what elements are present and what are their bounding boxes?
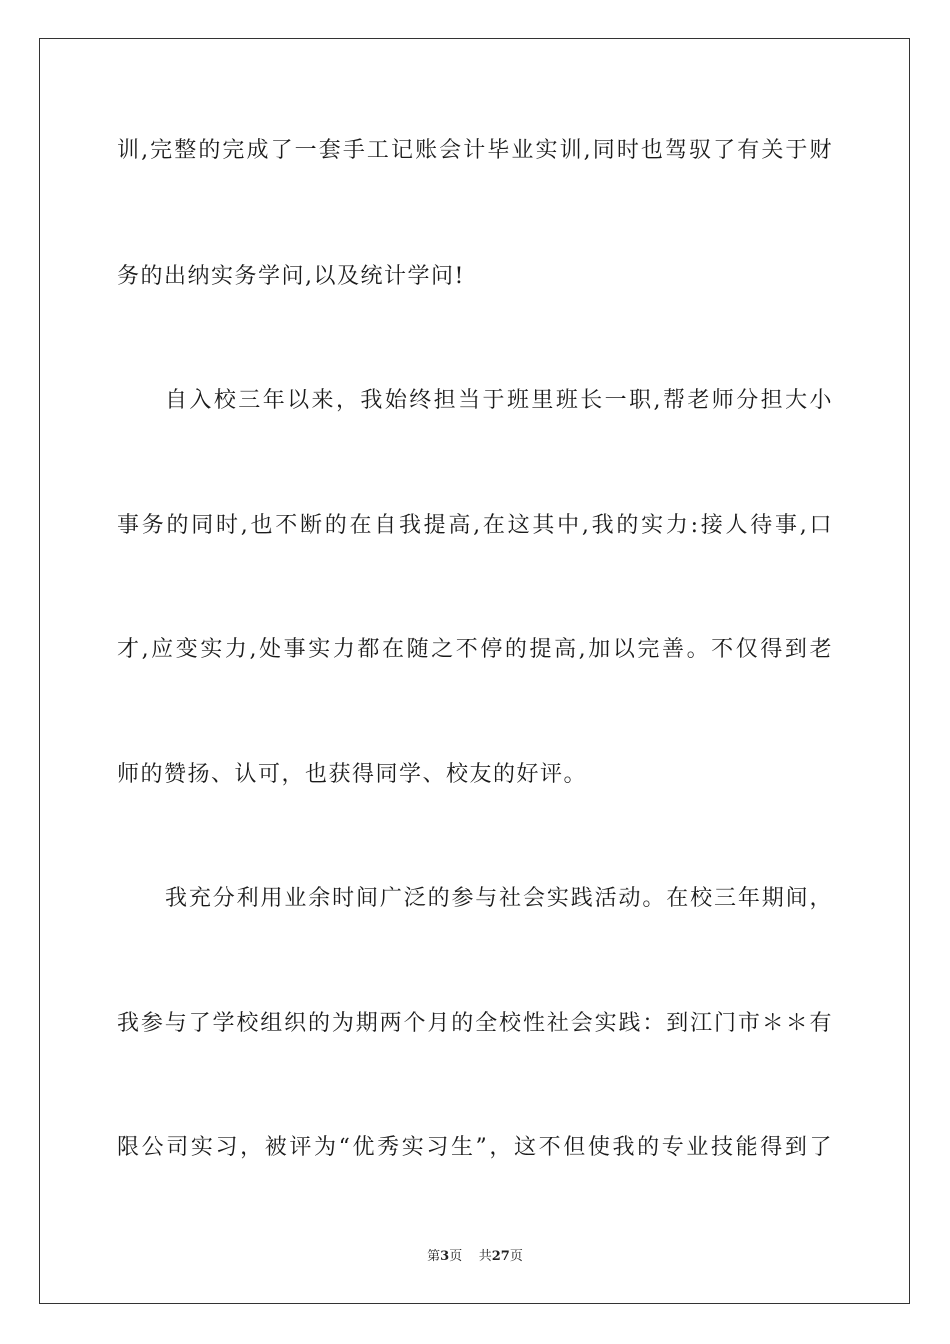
page-footer [0,1248,950,1266]
body-line-8: 我参与了学校组织的为期两个月的全校性社会实践：到江门市＊＊有 [117,1011,833,1036]
body-line-5: 才,应变实力,处事实力都在随之不停的提高,加以完善。不仅得到老 [117,637,833,662]
total-prefix: 共 [478,1249,492,1264]
page-prefix: 第 [427,1249,441,1264]
body-line-4: 事务的同时,也不断的在自我提高,在这其中,我的实力:接人待事,口 [117,513,833,538]
page-suffix: 页 [449,1249,463,1264]
body-line-6: 师的赞扬、认可，也获得同学、校友的好评。 [117,762,588,787]
page-total: 27 [491,1249,510,1264]
page-current: 3 [440,1249,450,1264]
page-border [39,38,910,1304]
total-suffix: 页 [509,1249,523,1264]
body-line-1: 训,完整的完成了一套手工记账会计毕业实训,同时也驾驭了有关于财 [117,138,833,163]
body-line-7: 我充分利用业余时间广泛的参与社会实践活动。在校三年期间， [165,886,833,911]
body-line-3: 自入校三年以来，我始终担当于班里班长一职,帮老师分担大小 [165,388,833,413]
body-line-2: 务的出纳实务学问,以及统计学问! [117,264,465,289]
body-line-9: 限公司实习，被评为“优秀实习生”，这不但使我的专业技能得到了 [117,1135,833,1160]
